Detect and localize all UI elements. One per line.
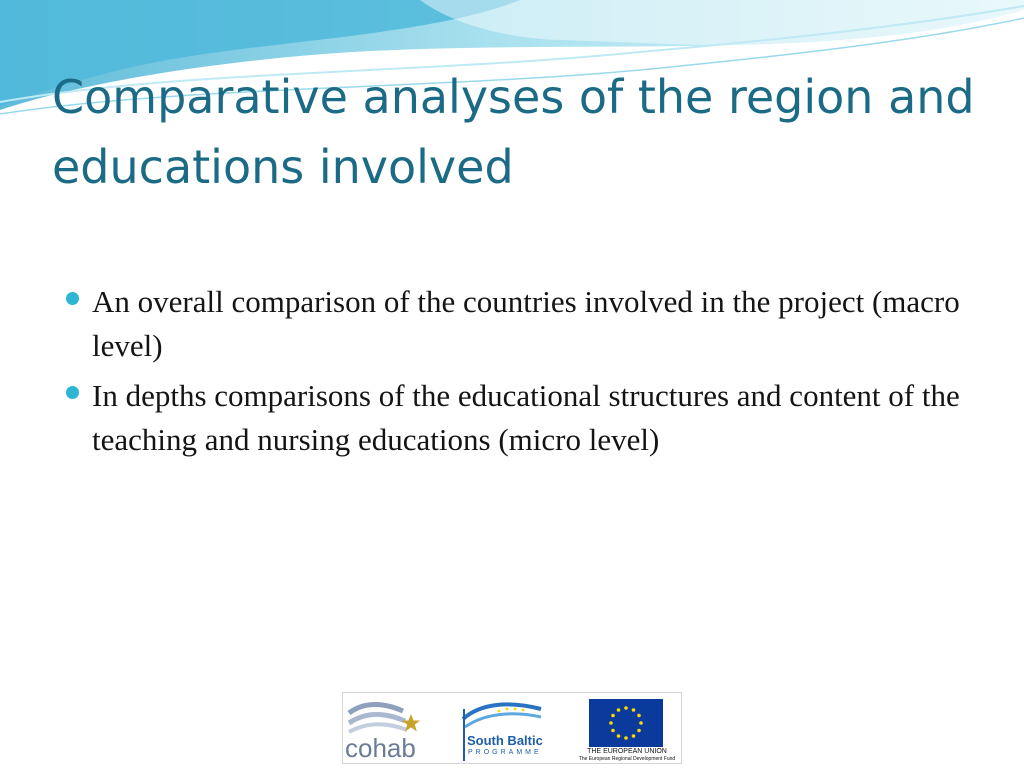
eu-caption-line2: The European Regional Development Fund: [578, 756, 676, 762]
eu-flag-icon: [589, 699, 663, 747]
cohab-logo-text: cohab: [345, 733, 416, 763]
bullet-text: An overall comparison of the countries involved in the project (macro level): [92, 284, 960, 363]
cohab-star-icon: [401, 713, 421, 733]
south-baltic-programme-text: PROGRAMME: [468, 749, 542, 756]
bullet-text: In depths comparisons of the educational structures and content of the teaching and nursing educations (micro level): [92, 378, 960, 457]
slide-title: Comparative analyses of the region and educations involved: [52, 70, 975, 194]
partner-logos-strip: [342, 692, 682, 764]
bullet-dot-icon: [66, 386, 79, 399]
bullet-list: [0, 280, 1024, 468]
bullet-item: [0, 280, 972, 368]
south-baltic-logo-text: South Baltic: [467, 733, 543, 748]
eu-caption-line1: THE EUROPEAN UNION: [587, 748, 667, 755]
bullet-item: [0, 374, 972, 462]
eu-stars-icon: [589, 699, 663, 747]
bullet-dot-icon: [66, 292, 79, 305]
eu-caption: [571, 748, 683, 763]
